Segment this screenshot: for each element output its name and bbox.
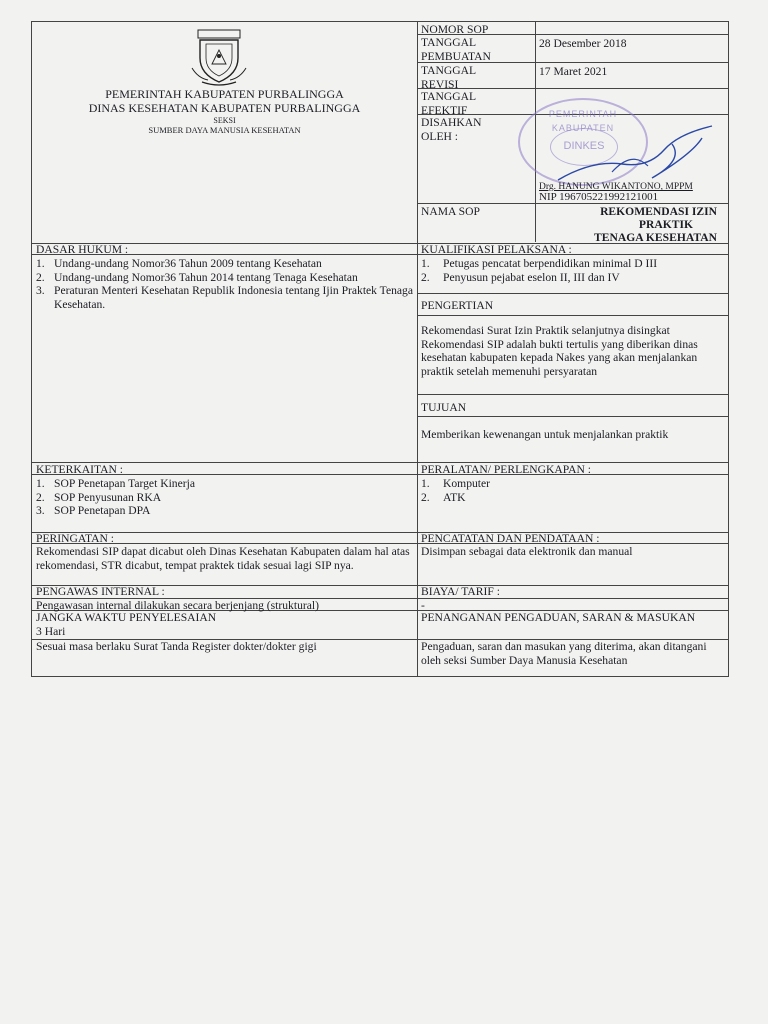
tujuan-title: TUJUAN: [421, 401, 467, 414]
letterhead: [32, 22, 417, 243]
stamp-ring-text: PEMERINTAH KABUPATEN: [548, 109, 618, 133]
dasar-hukum-title: DASAR HUKUM :: [36, 243, 129, 256]
nama-sop-value-1: REKOMENDASI IZIN: [600, 205, 717, 218]
signer-name: Drg. HANUNG WIKANTONO, MPPM: [539, 182, 693, 192]
list-item: 1. Komputer: [421, 477, 491, 490]
peralatan-title: PERALATAN/ PERLENGKAPAN :: [421, 463, 591, 476]
biaya-text: -: [421, 599, 425, 612]
pengertian-text: Rekomendasi Surat Izin Praktik selanjutnya disingkat Rekomendasi SIP adalah bukti tertulis yang diberikan dinas kesehatan kabupaten kepada Nakes yang akan menjalankan praktik setelah memenuhi persyaratan: [421, 324, 698, 378]
nama-sop-label: NAMA SOP: [421, 205, 480, 218]
tanggal-revisi-label: TANGGAL REVISI: [421, 64, 476, 91]
pengawas-text: Pengawasan internal dilakukan secara berjenjang (struktural): [36, 599, 319, 612]
penanganan-title: PENANGANAN PENGADUAN, SARAN & MASUKAN: [421, 611, 696, 624]
biaya-title: BIAYA/ TARIF :: [421, 585, 500, 598]
list-item: 3. SOP Penetapan DPA: [36, 504, 151, 517]
list-item: 1. SOP Penetapan Target Kinerja: [36, 477, 195, 490]
regency-crest-icon: [188, 28, 250, 86]
org-line-2: DINAS KESEHATAN KABUPATEN PURBALINGGA: [88, 101, 361, 115]
tanggal-pembuatan-label: TANGGAL PEMBUATAN: [421, 36, 491, 63]
tanggal-efektif-label: TANGGAL EFEKTIF: [421, 90, 476, 117]
row-divider: [417, 293, 729, 294]
stamp-center-text: DINKES: [550, 128, 618, 166]
org-line-1: PEMERINTAH KABUPATEN PURBALINGGA: [105, 87, 344, 101]
pengertian-title: PENGERTIAN: [421, 299, 494, 312]
list-item: 2. SOP Penyusunan RKA: [36, 490, 162, 504]
jangka-waktu-note: Sesuai masa berlaku Surat Tanda Register dokter/dokter gigi: [36, 640, 317, 653]
list-item: 2. ATK: [421, 490, 466, 504]
kualifikasi-list: [417, 256, 729, 285]
peringatan-text: Rekomendasi SIP dapat dicabut oleh Dinas Kesehatan Kabupaten dalam hal atas rekomendasi, STR dicabut, tempat praktek tidak sesuai lagi SIP nya.: [36, 545, 410, 572]
nama-sop-value-2: PRAKTIK: [638, 218, 693, 231]
keterkaitan-title: KETERKAITAN :: [36, 463, 123, 476]
peringatan-title: PERINGATAN :: [36, 532, 114, 545]
tanggal-efektif-value: [535, 89, 729, 91]
keterkaitan-list: [32, 476, 417, 519]
jangka-waktu-title: JANGKA WAKTU PENYELESAIAN: [36, 611, 217, 624]
dasar-hukum-list: [32, 256, 417, 312]
org-line-4: SUMBER DAYA MANUSIA KESEHATAN: [148, 125, 301, 135]
tujuan-text: Memberikan kewenangan untuk menjalankan praktik: [421, 428, 669, 441]
nomor-sop-label: NOMOR SOP: [421, 23, 489, 36]
list-item: 2. Penyusun pejabat eselon II, III dan IV: [421, 270, 620, 284]
list-item: 1. Petugas pencatat berpendidikan minimal D III: [421, 257, 658, 270]
row-divider: [417, 315, 729, 316]
kualifikasi-title: KUALIFIKASI PELAKSANA :: [421, 243, 572, 256]
list-item: 3. Peraturan Menteri Kesehatan Republik Indonesia tentang Ijin Praktek Tenaga Kesehatan.: [36, 284, 413, 311]
penanganan-text: Pengaduan, saran dan masukan yang diterima, akan ditangani oleh seksi Sumber Daya Manusia Kesehatan: [421, 640, 707, 667]
tanggal-revisi-value: 17 Maret 2021: [539, 65, 608, 78]
nama-sop-value-3: TENAGA KESEHATAN: [594, 231, 717, 244]
sop-document: [31, 21, 729, 677]
nomor-sop-value: [535, 22, 729, 24]
jangka-waktu-value: 3 Hari: [36, 625, 66, 638]
peralatan-list: [417, 476, 729, 505]
list-item: 2. Undang-undang Nomor36 Tahun 2014 tentang Tenaga Kesehatan: [36, 270, 358, 284]
tanggal-pembuatan-value: 28 Desember 2018: [539, 37, 627, 50]
org-line-3: SEKSI: [213, 116, 236, 125]
signer-nip: NIP 196705221992121001: [539, 191, 659, 203]
pencatatan-title: PENCATATAN DAN PENDATAAN :: [421, 532, 600, 545]
row-divider: [417, 394, 729, 395]
disahkan-label: DISAHKAN OLEH :: [421, 116, 482, 143]
row-divider: [417, 416, 729, 417]
pencatatan-text: Disimpan sebagai data elektronik dan manual: [421, 545, 633, 558]
pengawas-title: PENGAWAS INTERNAL :: [36, 585, 165, 598]
list-item: 1. Undang-undang Nomor36 Tahun 2009 tentang Kesehatan: [36, 257, 322, 270]
